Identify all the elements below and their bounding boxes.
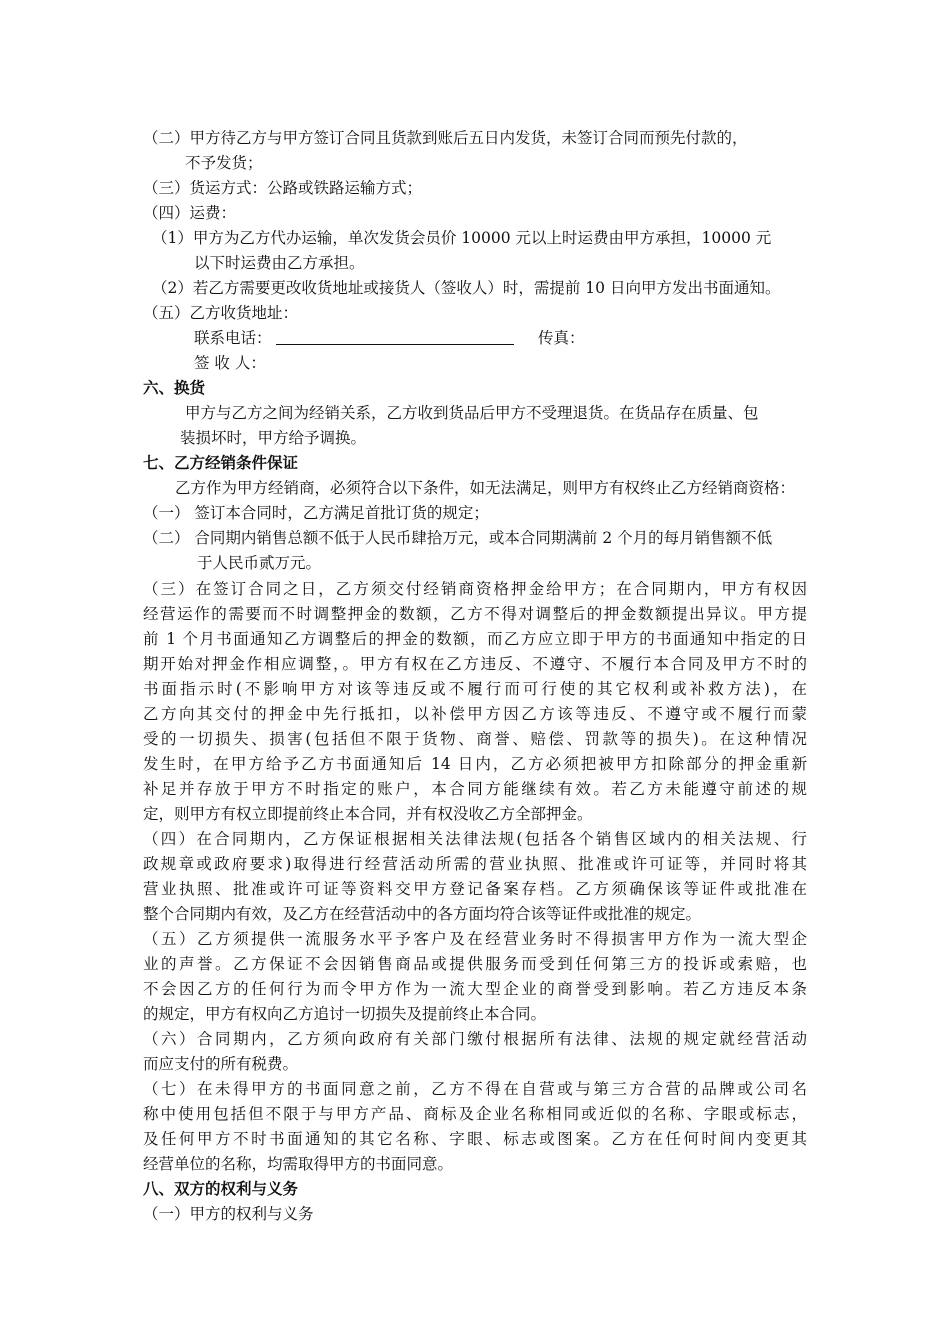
clause-5-4-1-line-1: （1）甲方为乙方代办运输，单次发货会员价 10000 元以上时运费由甲方承担，10000 元 (152, 229, 772, 247)
clause-5-4-2: （2）若乙方需要更改收货地址或接货人（签收人）时，需提前 10 日向甲方发出书面通知。 (152, 279, 781, 297)
clause-8-1: （一）甲方的权利与义务 (143, 1205, 314, 1223)
section-6-para-line-1: 甲方与乙方之间为经销关系，乙方收到货品后甲方不受理退货。在货品存在质量、包 (185, 404, 759, 422)
contact-phone-label: 联系电话： (194, 329, 272, 347)
clause-7-3-line-8: 发生时，在甲方给予乙方书面通知后 14 日内，乙方必须把被甲方扣除部分的押金重新 (143, 755, 807, 773)
clause-7-5-line-4: 的规定，甲方有权向乙方追讨一切损失及提前终止本合同。 (143, 1005, 547, 1023)
clause-5-5: （五）乙方收货地址： (143, 304, 299, 322)
clause-5-4: （四）运费： (143, 204, 237, 222)
clause-7-2-line-2: 于人民币贰万元。 (197, 554, 322, 572)
clause-5-3: （三）货运方式：公路或铁路运输方式； (143, 179, 423, 197)
clause-7-7-line-2: 称中使用包括但不限于与甲方产品、商标及企业名称相同或近似的名称、字眼或标志， (143, 1105, 807, 1123)
clause-7-7-line-1: （七）在未得甲方的书面同意之前，乙方不得在自营或与第三方合营的品牌或公司名 (143, 1080, 807, 1098)
clause-7-6-line-1: （六）合同期内，乙方须向政府有关部门缴付根据所有法律、法规的规定就经营活动 (143, 1030, 807, 1048)
clause-7-7-line-4: 经营单位的名称，均需取得甲方的书面同意。 (143, 1155, 454, 1173)
clause-7-3-line-7: 受的一切损失、损害(包括但不限于货物、商誉、赔偿、罚款等的损失)。在这种情况 (143, 730, 807, 748)
clause-7-3-line-5: 书面指示时(不影响甲方对该等违反或不履行而可行使的其它权利或补救方法)，在 (143, 680, 807, 698)
clause-7-3-line-10: 定，则甲方有权立即提前终止本合同，并有权没收乙方全部押金。 (143, 805, 593, 823)
clause-7-6-line-2: 而应支付的所有税费。 (143, 1055, 299, 1073)
clause-7-7-line-3: 及任何甲方不时书面通知的其它名称、字眼、标志或图案。乙方在任何时间内变更其 (143, 1130, 807, 1148)
clause-7-3-line-3: 前 1 个月书面通知乙方调整后的押金的数额，而乙方应立即于甲方的书面通知中指定的日 (143, 630, 807, 648)
clause-7-4-line-1: （四）在合同期内，乙方保证根据相关法律法规(包括各个销售区域内的相关法规、行 (143, 830, 807, 848)
section-6-heading: 六、换货 (143, 379, 206, 397)
clause-7-3-line-1: （三）在签订合同之日，乙方须交付经销商资格押金给甲方；在合同期内，甲方有权因 (143, 580, 807, 598)
clause-7-2-line-1: （二） 合同期内销售总额不低于人民币肆拾万元，或本合同期满前 2 个月的每月销售额不低 (143, 529, 773, 547)
clause-7-4-line-4: 整个合同期内有效，及乙方在经营活动中的各方面均符合该等证件或批准的规定。 (143, 905, 702, 923)
clause-7-3-line-4: 期开始对押金作相应调整，。甲方有权在乙方违反、不遵守、不履行本合同及甲方不时的 (143, 655, 807, 673)
section-8-heading: 八、双方的权利与义务 (143, 1180, 299, 1198)
clause-7-3-line-2: 经营运作的需要而不时调整押金的数额，乙方不得对调整后的押金数额提出异议。甲方提 (143, 605, 807, 623)
clause-7-1: （一） 签订本合同时，乙方满足首批订货的规定； (143, 504, 489, 522)
signer-label: 签 收 人： (194, 354, 266, 372)
contact-phone-underline (276, 344, 514, 345)
section-7-heading: 七、乙方经销条件保证 (143, 454, 299, 472)
clause-5-2-line-2: 不予发货； (185, 154, 263, 172)
clause-7-5-line-2: 业的声誉。乙方保证不会因销售商品或提供服务而受到任何第三方的投诉或索赔，也 (143, 955, 807, 973)
clause-5-2-line-1: （二）甲方待乙方与甲方签订合同且货款到账后五日内发货，未签订合同而预先付款的， (143, 129, 748, 147)
clause-7-5-line-3: 不会因乙方的任何行为而令甲方作为一流大型企业的商誉受到影响。若乙方违反本条 (143, 980, 807, 998)
clause-7-4-line-3: 营业执照、批准或许可证等资料交甲方登记备案存档。乙方须确保该等证件或批准在 (143, 880, 807, 898)
fax-label: 传真： (538, 329, 585, 347)
clause-5-4-1-line-2: 以下时运费由乙方承担。 (194, 254, 365, 272)
section-7-intro: 乙方作为甲方经销商，必须符合以下条件，如无法满足，则甲方有权终止乙方经销商资格： (175, 479, 796, 497)
clause-7-5-line-1: （五）乙方须提供一流服务水平予客户及在经营业务时不得损害甲方作为一流大型企 (143, 930, 807, 948)
section-6-para-line-2: 装损坏时，甲方给予调换。 (180, 429, 367, 447)
clause-7-3-line-9: 补足并存放于甲方不时指定的账户，本合同方能继续有效。若乙方未能遵守前述的规 (143, 780, 807, 798)
clause-7-4-line-2: 政规章或政府要求)取得进行经营活动所需的营业执照、批准或许可证等，并同时将其 (143, 855, 807, 873)
clause-7-3-line-6: 乙方向其交付的押金中先行抵扣，以补偿甲方因乙方该等违反、不遵守或不履行而蒙 (143, 705, 807, 723)
